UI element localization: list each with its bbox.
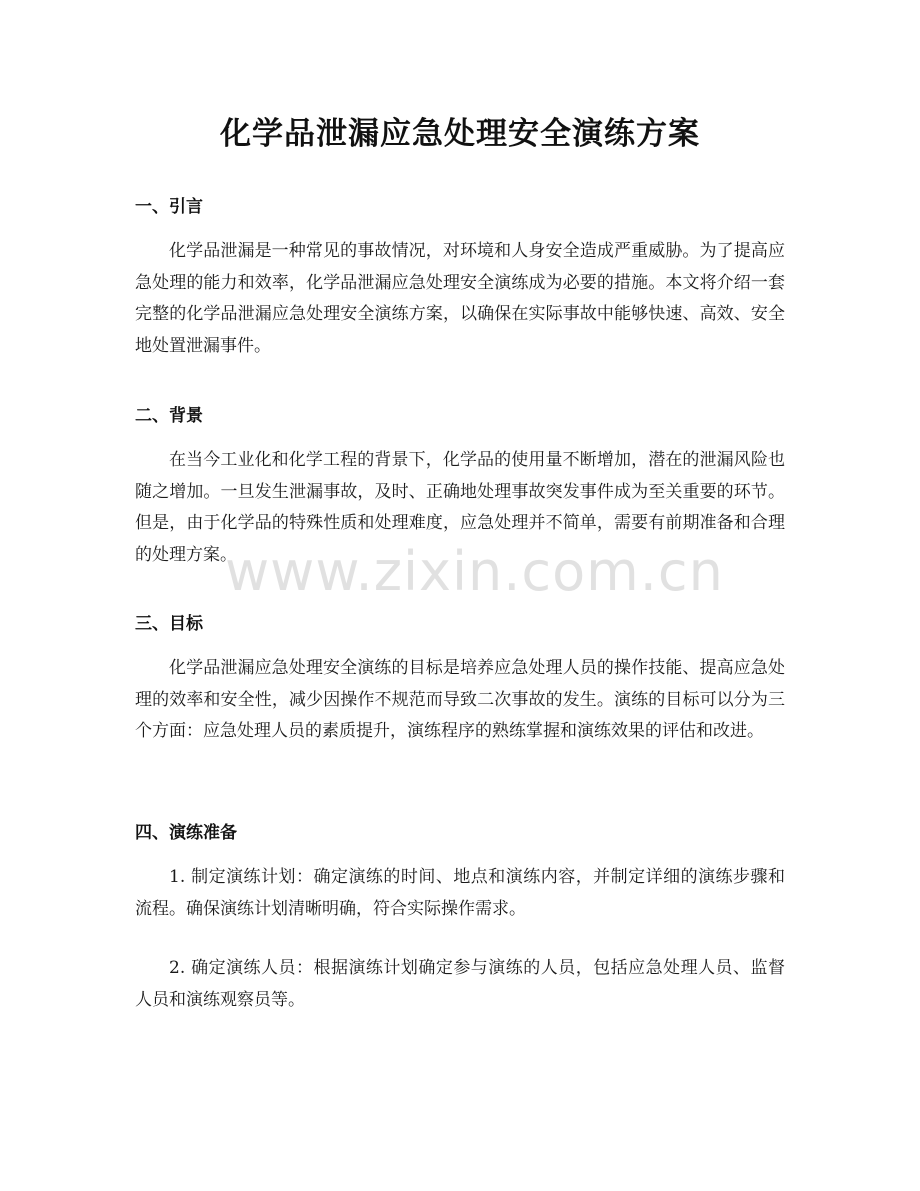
section-heading-preparation: 四、演练准备 bbox=[135, 823, 237, 843]
section-paragraph-background: 在当今工业化和化学工程的背景下，化学品的使用量不断增加，潜在的泄漏风险也随之增加。一旦发生泄漏事故，及时、正确地处理事故突发事件成为至关重要的环节。但是，由于化学品的特殊性质和处理难度，应急处理并不简单，需要有前期准备和合理的处理方案。 bbox=[135, 450, 785, 565]
watermark: www.zixin.com.cn bbox=[225, 540, 724, 603]
section-paragraph-introduction: 化学品泄漏是一种常见的事故情况，对环境和人身安全造成严重威胁。为了提高应急处理的能力和效率，化学品泄漏应急处理安全演练成为必要的措施。本文将介绍一套完整的化学品泄漏应急处理安全演练方案，以确保在实际事故中能够快速、高效、安全地处置泄漏事件。 bbox=[135, 241, 785, 356]
section-heading-goals: 三、目标 bbox=[135, 614, 203, 634]
preparation-item-2: 2. 确定演练人员：根据演练计划确定参与演练的人员，包括应急处理人员、监督人员和演练观察员等。 bbox=[135, 958, 785, 1010]
preparation-item-1: 1. 制定演练计划：确定演练的时间、地点和演练内容，并制定详细的演练步骤和流程。确保演练计划清晰明确，符合实际操作需求。 bbox=[135, 867, 785, 919]
section-paragraph-goals: 化学品泄漏应急处理安全演练的目标是培养应急处理人员的操作技能、提高应急处理的效率和安全性，减少因操作不规范而导致二次事故的发生。演练的目标可以分为三个方面：应急处理人员的素质提升，演练程序的熟练掌握和演练效果的评估和改进。 bbox=[135, 658, 785, 741]
section-heading-introduction: 一、引言 bbox=[135, 197, 203, 217]
section-heading-background: 二、背景 bbox=[135, 406, 203, 426]
document-title: 化学品泄漏应急处理安全演练方案 bbox=[220, 116, 700, 152]
